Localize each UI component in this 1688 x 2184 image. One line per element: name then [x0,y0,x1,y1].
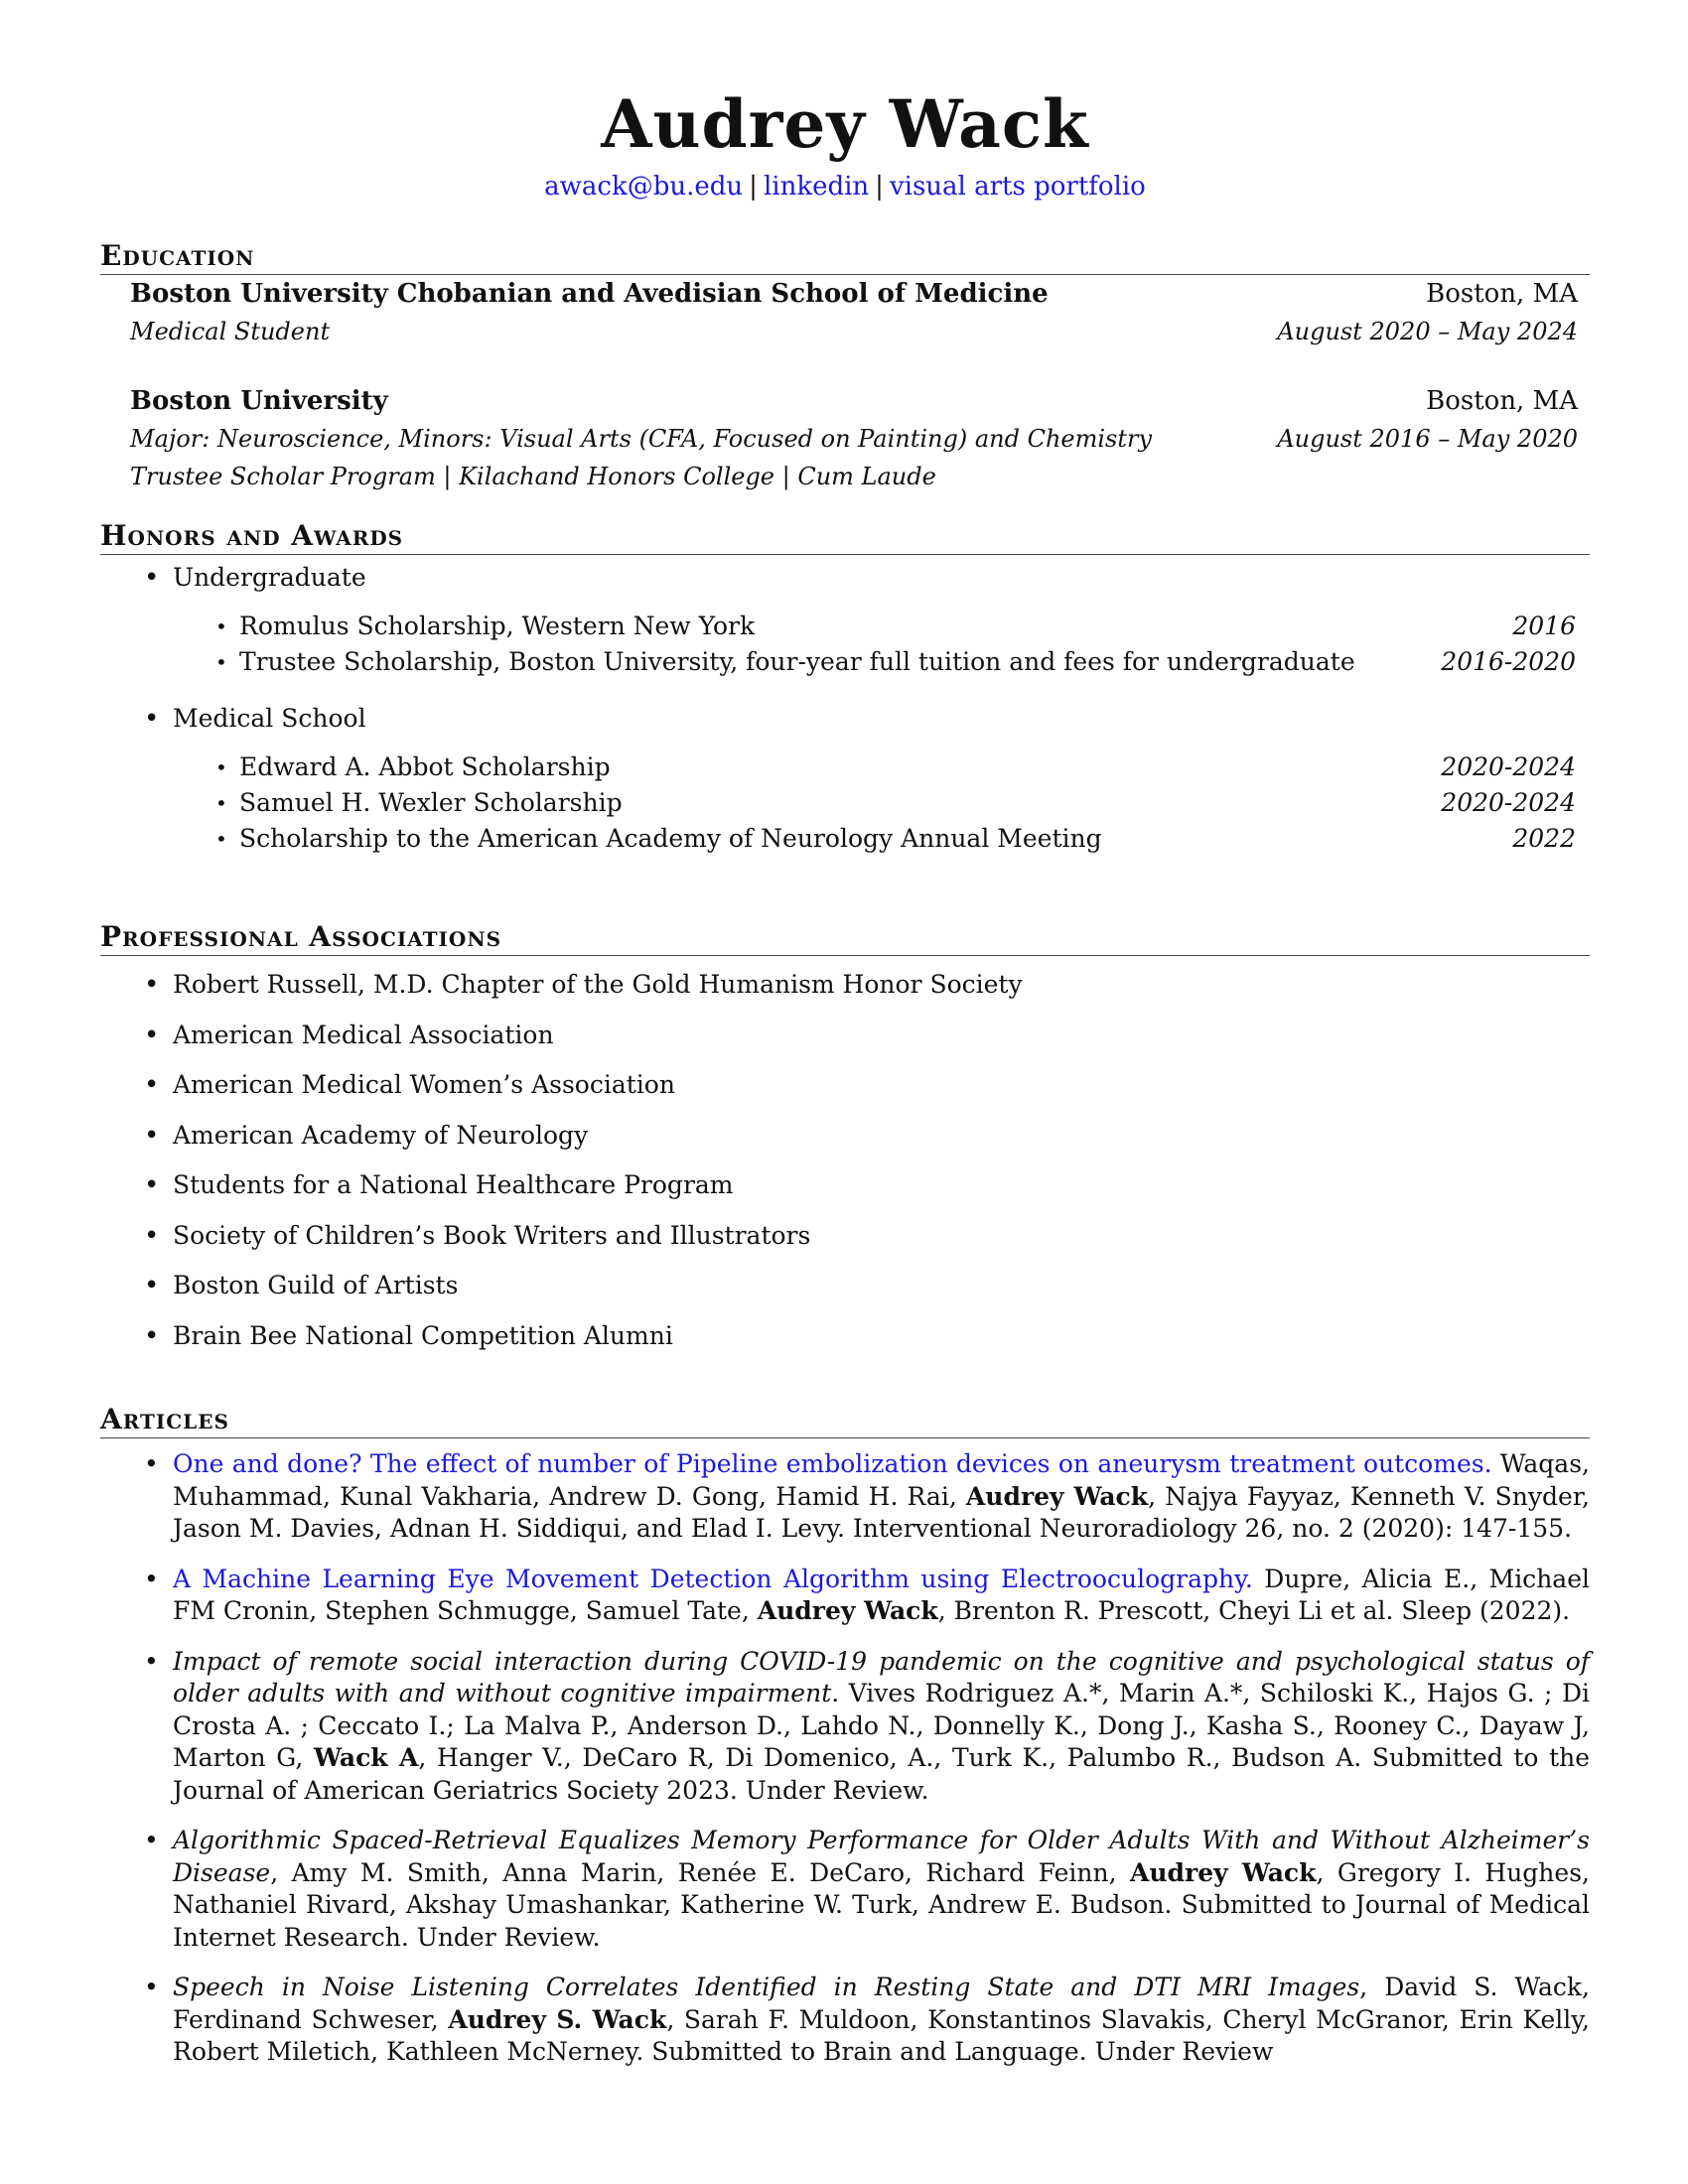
email-link[interactable]: awack@bu.edu [544,172,744,202]
article-highlight-author: Wack A [313,1743,419,1772]
article-citation: , Sarah F. Muldoon, Konstantinos Slavakis, Cheryl McGranor, Erin Kelly, Robert Miletich, Kathleen McNerney. Submitted to Brain and Language. Under Review [173,2004,1591,2066]
separator: | [875,172,884,202]
article-title: Impact of remote social interaction during COVID-19 pandemic on the cognitive and psychological status of older adults with and without cognitive impairment. [173,1646,1590,1707]
school-detail: Medical Student [130,318,331,345]
school-row [100,275,1590,313]
association-item: • Society of Children’s Book Writers and Illustrators [100,1211,1590,1262]
award-text: Edward A. Abbot Scholarship [239,752,611,781]
article-authors: , David S. Wack, Ferdinand Schweser, [173,1973,1590,2034]
article-title-link[interactable]: One and done? The effect of number of Pipeline embolization devices on aneurysm treatment outcomes. [173,1449,1492,1478]
school-row [100,382,1590,420]
award-item [100,750,1590,785]
article-citation: , Najya Fayyaz, Kenneth V. Snyder, Jason M. Davies, Adnan H. Siddiqui, and Elad I. Levy. Interventional Neuroradiology 26, no. 2 (2020): 147-155. [173,1481,1590,1543]
honors-section [100,518,1590,857]
section-title-associations: Professional Associations [100,919,1590,956]
associations-section [100,919,1590,1361]
article-item [100,1646,1590,1808]
article-item [100,1448,1590,1546]
school-detail-row [100,313,1590,350]
article-highlight-author: Audrey Wack [1129,1857,1317,1887]
separator: | [749,172,758,202]
person-name: Audrey Wack [601,85,1089,163]
article-citation: , Brenton R. Prescott, Cheyi Li et al. Sleep (2022). [937,1596,1571,1625]
article-item [100,1825,1590,1954]
award-item [100,821,1590,857]
award-item [100,609,1590,644]
school-dates: August 2016 – May 2020 [1277,425,1578,453]
education-section [100,238,1590,495]
award-text: Trustee Scholarship, Boston University, four-year full tuition and fees for undergraduate [239,647,1355,676]
school-dates: August 2020 – May 2024 [1277,318,1578,345]
contact-line [100,169,1590,205]
articles-section [100,1402,1590,2069]
award-item [100,785,1590,821]
article-highlight-author: Audrey Wack [757,1596,938,1625]
school-detail: Major: Neuroscience, Minors: Visual Arts (CFA, Focused on Painting) and Chemistry [130,425,1153,453]
award-item [100,644,1590,680]
award-text: Samuel H. Wexler Scholarship [239,788,623,817]
article-item [100,1972,1590,2069]
article-title: Algorithmic Spaced-Retrieval Equalizes Memory Performance for Older Adults With and Without Alzheimer’s Disease [173,1826,1590,1887]
school-location: Boston, MA [1426,386,1578,416]
association-item: • American Medical Association [100,1011,1590,1061]
award-text: Scholarship to the American Academy of Neurology Annual Meeting [239,824,1102,853]
portfolio-link[interactable]: visual arts portfolio [889,172,1146,202]
school-extra: Trustee Scholar Program | Kilachand Honors College | Cum Laude [130,463,936,490]
article-highlight-author: Audrey S. Wack [448,2004,667,2034]
school-detail-row [100,420,1590,458]
linkedin-link[interactable]: linkedin [763,172,870,202]
article-authors: , Amy M. Smith, Anna Marin, Renée E. DeCaro, Richard Feinn, [270,1857,1130,1887]
school-location: Boston, MA [1426,279,1578,309]
school-name: Boston University [130,386,388,416]
article-title: Speech in Noise Listening Correlates Identified in Resting State and DTI MRI Images [173,1973,1360,2001]
article-authors: Waqas, Muhammad, Kunal Vakharia, Andrew D. Gong, Hamid H. Rai, [173,1449,1590,1511]
award-year: 2020-2024 [1441,752,1576,781]
honors-group-label: • Undergraduate [100,561,1590,595]
section-title-articles: Articles [100,1402,1590,1438]
honors-group-label: • Medical School [100,702,1590,736]
association-item: • American Academy of Neurology [100,1111,1590,1161]
association-item: • Boston Guild of Artists [100,1261,1590,1311]
article-authors: Vives Rodriguez A.*, Marin A.*, Schiloski K., Hajos G. ; Di Crosta A. ; Ceccato I.; La Malva P., Anderson D., Lahdo N., Donnelly K., Dong J., Kasha S., Rooney C., Dayaw J, Marton G, [173,1679,1590,1772]
section-title-education: Education [100,238,1590,275]
article-item [100,1564,1590,1628]
article-citation: , Gregory I. Hughes, Nathaniel Rivard, Akshay Umashankar, Katherine W. Turk, Andrew E. Budson. Submitted to Journal of Medical Internet Research. Under Review. [173,1857,1590,1952]
association-item: • Brain Bee National Competition Alumni [100,1311,1590,1362]
school-extra-row [100,458,1590,495]
section-title-honors: Honors and Awards [100,518,1590,555]
article-highlight-author: Audrey Wack [965,1481,1149,1511]
association-item: • Robert Russell, M.D. Chapter of the Gold Humanism Honor Society [100,960,1590,1011]
association-item: • Students for a National Healthcare Program [100,1160,1590,1211]
article-title-link[interactable]: A Machine Learning Eye Movement Detection Algorithm using Electrooculography. [173,1564,1253,1593]
award-year: 2016-2020 [1441,647,1576,676]
association-item: • American Medical Women’s Association [100,1060,1590,1111]
school-name: Boston University Chobanian and Avedisian School of Medicine [130,279,1049,309]
award-year: 2020-2024 [1441,788,1576,817]
resume-page [100,79,1590,205]
award-year: 2016 [1512,612,1576,640]
article-citation: , Hanger V., DeCaro R, Di Domenico, A., Turk K., Palumbo R., Budson A. Submitted to the Journal of American Geriatrics Society 2023. Under Review. [173,1743,1591,1805]
award-year: 2022 [1512,824,1576,853]
article-authors: Dupre, Alicia E., Michael FM Cronin, Stephen Schmugge, Samuel Tate, [173,1564,1590,1625]
award-text: Romulus Scholarship, Western New York [239,612,756,640]
